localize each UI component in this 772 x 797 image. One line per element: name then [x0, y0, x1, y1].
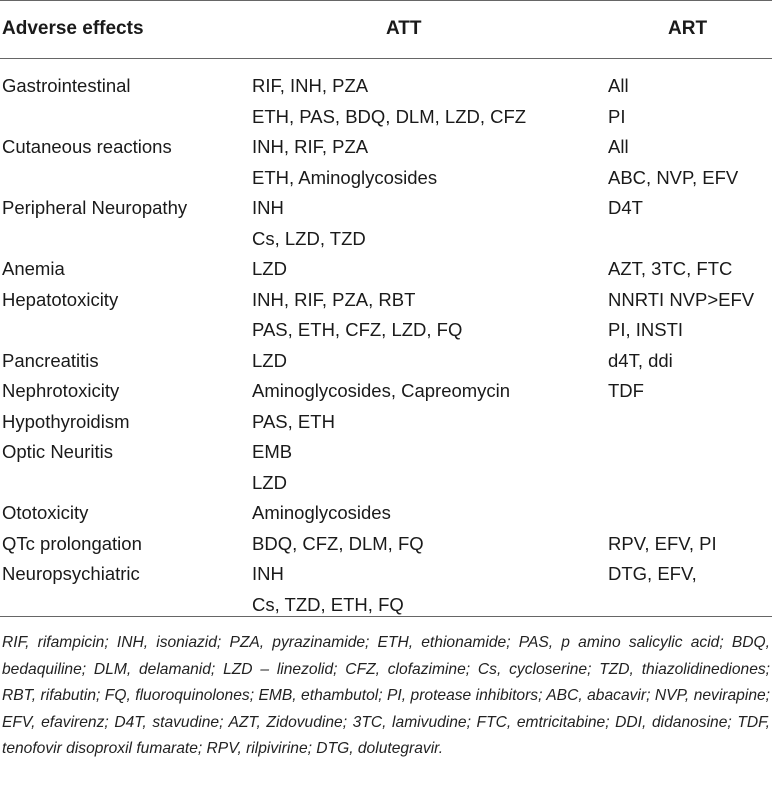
- att-cell: EMB: [252, 441, 293, 462]
- table-row: [0, 498, 772, 529]
- table-row: [0, 315, 772, 346]
- table-row: [0, 285, 772, 316]
- att-cell: Cs, TZD, ETH, FQ: [252, 593, 404, 615]
- table-bottom-rule: [0, 616, 772, 617]
- table-row: [0, 376, 772, 407]
- att-cell: Aminoglycosides, Capreomycin: [252, 380, 511, 401]
- table-row: [0, 559, 772, 590]
- table-top-rule: [0, 0, 772, 1]
- att-cell: INH, RIF, PZA, RBT: [252, 288, 416, 310]
- att-cell: INH: [252, 563, 284, 584]
- table-row: [0, 132, 772, 163]
- art-cell: TDF: [608, 380, 644, 401]
- art-cell: DTG, EFV,: [608, 563, 697, 584]
- table-row: [0, 529, 772, 560]
- att-cell: Cs, LZD, TZD: [252, 227, 366, 249]
- art-cell: RPV, EFV, PI: [608, 532, 717, 554]
- adverse-effect-cell: Hepatotoxicity: [2, 288, 119, 310]
- table-row: [0, 71, 772, 102]
- table-row: [0, 224, 772, 255]
- art-cell: All: [608, 136, 629, 157]
- table-row: [0, 407, 772, 438]
- header-art: ART: [668, 18, 708, 39]
- att-cell: LZD: [252, 258, 287, 279]
- adverse-effect-cell: Ototoxicity: [2, 502, 89, 523]
- att-cell: LZD: [252, 471, 287, 493]
- header-rule: [0, 58, 772, 59]
- adverse-effect-cell: Peripheral Neuropathy: [2, 197, 188, 218]
- att-cell: ETH, Aminoglycosides: [252, 166, 438, 188]
- table-body: [0, 71, 772, 620]
- adverse-effect-cell: Nephrotoxicity: [2, 380, 120, 401]
- adverse-effect-cell: Pancreatitis: [2, 349, 99, 371]
- att-cell: PAS, ETH, CFZ, LZD, FQ: [252, 319, 463, 340]
- art-cell: D4T: [608, 197, 643, 218]
- att-cell: INH, RIF, PZA: [252, 136, 369, 157]
- abbreviations-footnote: RIF, rifampicin; INH, isoniazid; PZA, pyrazinamide; ETH, ethionamide; PAS, p amino salicylic acid; BDQ, bedaquiline; DLM, delamanid; LZD – linezolid; CFZ, clofazimine; Cs, cycloserine; TZD, thiazolidinediones; RBT, rifabutin; FQ, fluoroquinolones; EMB, ethambutol; PI, protease inhibitors; ABC, abacavir; NVP, nevirapine; EFV, efavirenz; D4T, stavudine; AZT, Zidovudine; 3TC, lamivudine; FTC, emtricitabine; DDI, didanosine; TDF, tenofovir disoproxil fumarate; RPV, rilpivirine; DTG, dolutegravir.: [2, 634, 770, 757]
- art-cell: AZT, 3TC, FTC: [608, 258, 733, 279]
- art-cell: PI, INSTI: [608, 319, 684, 340]
- adverse-effect-cell: Gastrointestinal: [2, 75, 131, 96]
- art-cell: All: [608, 75, 629, 96]
- table-row: [0, 102, 772, 133]
- table-row: [0, 468, 772, 499]
- adverse-effect-cell: Optic Neuritis: [2, 441, 114, 462]
- adverse-effect-cell: QTc prolongation: [2, 532, 142, 554]
- att-cell: BDQ, CFZ, DLM, FQ: [252, 532, 424, 554]
- att-cell: LZD: [252, 349, 287, 371]
- table-row: [0, 254, 772, 285]
- table-row: [0, 163, 772, 194]
- att-cell: Aminoglycosides: [252, 502, 391, 523]
- att-cell: INH: [252, 197, 284, 218]
- att-cell: RIF, INH, PZA: [252, 75, 369, 96]
- header-adverse-effects: Adverse effects: [2, 18, 144, 39]
- art-cell: NNRTI NVP>EFV: [608, 288, 755, 310]
- art-cell: ABC, NVP, EFV: [608, 166, 739, 188]
- art-cell: PI: [608, 105, 626, 127]
- att-cell: ETH, PAS, BDQ, DLM, LZD, CFZ: [252, 105, 527, 127]
- table-row: [0, 193, 772, 224]
- header-att: ATT: [386, 18, 422, 39]
- adverse-effect-cell: Cutaneous reactions: [2, 136, 172, 157]
- att-cell: PAS, ETH: [252, 410, 335, 432]
- art-cell: d4T, ddi: [608, 349, 673, 371]
- adverse-effect-cell: Anemia: [2, 258, 65, 279]
- adverse-effect-cell: Hypothyroidism: [2, 410, 130, 432]
- adverse-effect-cell: Neuropsychiatric: [2, 563, 140, 584]
- table-row: [0, 437, 772, 468]
- table-row: [0, 346, 772, 377]
